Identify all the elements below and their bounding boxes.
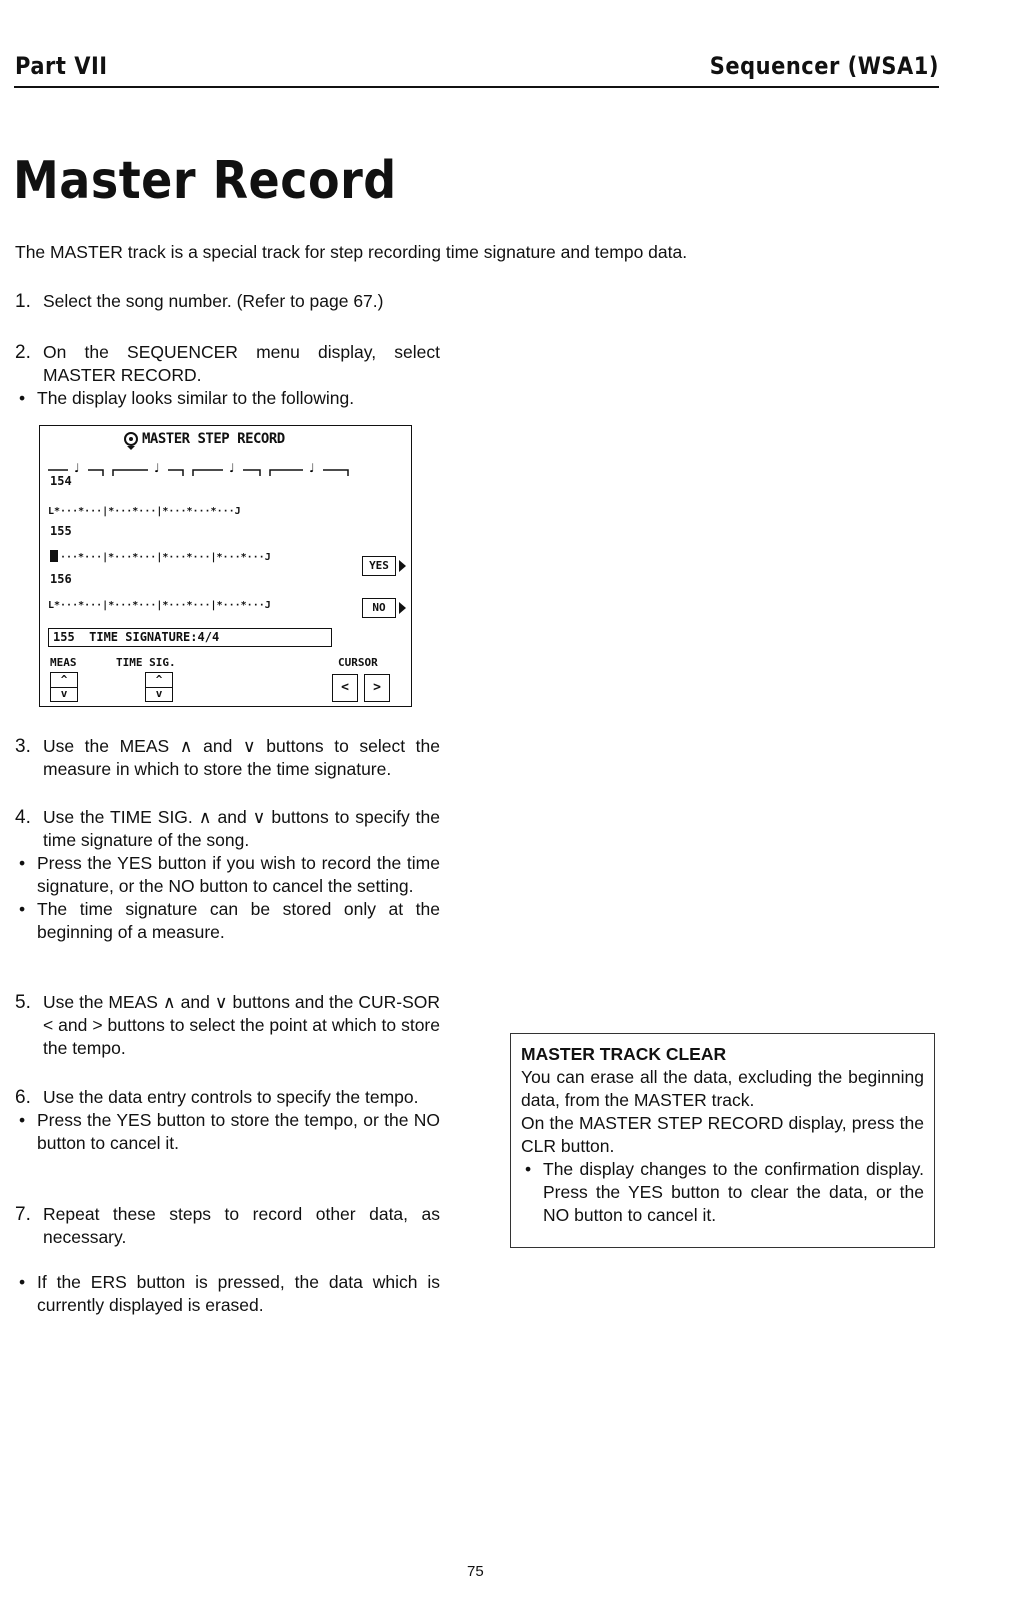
step-number: 4. bbox=[15, 807, 31, 828]
svg-text:♩: ♩ bbox=[309, 461, 315, 475]
cursor-block bbox=[50, 550, 58, 562]
grid-line: L*···*···|*···*···|*···*···|*···*···J bbox=[48, 600, 271, 611]
step-text: Use the TIME SIG. ∧ and ∨ buttons to specify the time signature of the song. bbox=[43, 807, 440, 850]
no-button[interactable]: NO bbox=[362, 598, 396, 618]
cursor-right-button[interactable]: > bbox=[364, 674, 390, 702]
step-number: 1. bbox=[15, 291, 31, 312]
step-7 bbox=[15, 1203, 440, 1249]
status-line: 155 TIME SIGNATURE:4/4 bbox=[48, 628, 332, 647]
measure-154: 154 bbox=[50, 474, 72, 488]
header-rule bbox=[14, 86, 939, 88]
yes-button[interactable]: YES bbox=[362, 556, 396, 576]
note-staff-154 bbox=[48, 458, 368, 480]
lcd-display bbox=[39, 425, 412, 707]
step-text: On the SEQUENCER menu display, select MASTER RECORD. bbox=[43, 342, 440, 385]
step-text: Use the data entry controls to specify the tempo. bbox=[43, 1087, 419, 1107]
step-text: Repeat these steps to record other data, as necessary. bbox=[43, 1204, 440, 1247]
disk-icon bbox=[122, 431, 140, 451]
bullet-display: • The display looks similar to the following. bbox=[15, 387, 440, 410]
step-text: Select the song number. (Refer to page 67.) bbox=[43, 291, 384, 311]
label-time-sig: TIME SIG. bbox=[116, 656, 176, 669]
bullet-item: • Press the YES button if you wish to record the time signature, or the NO button to cancel the setting. bbox=[15, 852, 440, 898]
box-paragraph: On the MASTER STEP RECORD display, press the CLR button. bbox=[521, 1113, 924, 1156]
step-number: 6. bbox=[15, 1087, 31, 1108]
down-icon: v bbox=[60, 687, 68, 700]
step-number: 7. bbox=[15, 1204, 31, 1225]
bullet-item: • If the ERS button is pressed, the data which is currently displayed is erased. bbox=[15, 1271, 440, 1317]
step-1 bbox=[15, 290, 440, 313]
up-icon: ^ bbox=[51, 673, 77, 688]
timesig-updown-button[interactable] bbox=[145, 672, 173, 702]
step-6 bbox=[15, 1086, 440, 1155]
step-5 bbox=[15, 991, 440, 1060]
master-track-clear-box bbox=[510, 1033, 935, 1248]
header-part: Part VII bbox=[15, 52, 108, 80]
label-cursor: CURSOR bbox=[338, 656, 378, 669]
step-number: 3. bbox=[15, 736, 31, 757]
play-icon bbox=[398, 600, 408, 616]
step-3 bbox=[15, 735, 440, 781]
lcd-title: MASTER STEP RECORD bbox=[142, 431, 285, 447]
step-number: 2. bbox=[15, 342, 31, 363]
measure-156: 156 bbox=[50, 572, 72, 586]
grid-line: ···*···|*···*···|*···*···|*···*···J bbox=[60, 552, 271, 563]
page-title: Master Record bbox=[13, 150, 397, 211]
svg-text:♩: ♩ bbox=[74, 461, 80, 475]
step-2 bbox=[15, 341, 440, 410]
step-text: Use the MEAS ∧ and ∨ buttons and the CUR-SOR < and > buttons to select the point at which to store the tempo. bbox=[43, 992, 440, 1058]
step-text: Use the MEAS ∧ and ∨ buttons to select the measure in which to store the time signature. bbox=[43, 736, 440, 779]
play-icon bbox=[398, 558, 408, 574]
box-bullet: • The display changes to the confirmation display. Press the YES button to clear the data, or the NO button to cancel it. bbox=[521, 1158, 924, 1227]
intro-text: The MASTER track is a special track for step recording time signature and tempo data. bbox=[15, 242, 688, 262]
bullet-item: • The time signature can be stored only at the beginning of a measure. bbox=[15, 898, 440, 944]
grid-line: L*···*···|*···*···|*···*···*···J bbox=[48, 506, 241, 517]
cursor-left-button[interactable]: < bbox=[332, 674, 358, 702]
svg-text:♩: ♩ bbox=[229, 461, 235, 475]
label-meas: MEAS bbox=[50, 656, 77, 669]
header-section: Sequencer (WSA1) bbox=[709, 52, 939, 80]
svg-text:♩: ♩ bbox=[154, 461, 160, 475]
up-icon: ^ bbox=[146, 673, 172, 688]
box-paragraph: You can erase all the data, excluding the beginning data, from the MASTER track. bbox=[521, 1067, 924, 1110]
box-heading: MASTER TRACK CLEAR bbox=[521, 1044, 727, 1064]
final-note bbox=[15, 1271, 440, 1317]
step-number: 5. bbox=[15, 992, 31, 1013]
meas-updown-button[interactable] bbox=[50, 672, 78, 702]
page-number: 75 bbox=[467, 1563, 484, 1580]
measure-155: 155 bbox=[50, 524, 72, 538]
down-icon: v bbox=[155, 687, 163, 700]
bullet-item: • Press the YES button to store the tempo, or the NO button to cancel it. bbox=[15, 1109, 440, 1155]
step-4 bbox=[15, 806, 440, 944]
